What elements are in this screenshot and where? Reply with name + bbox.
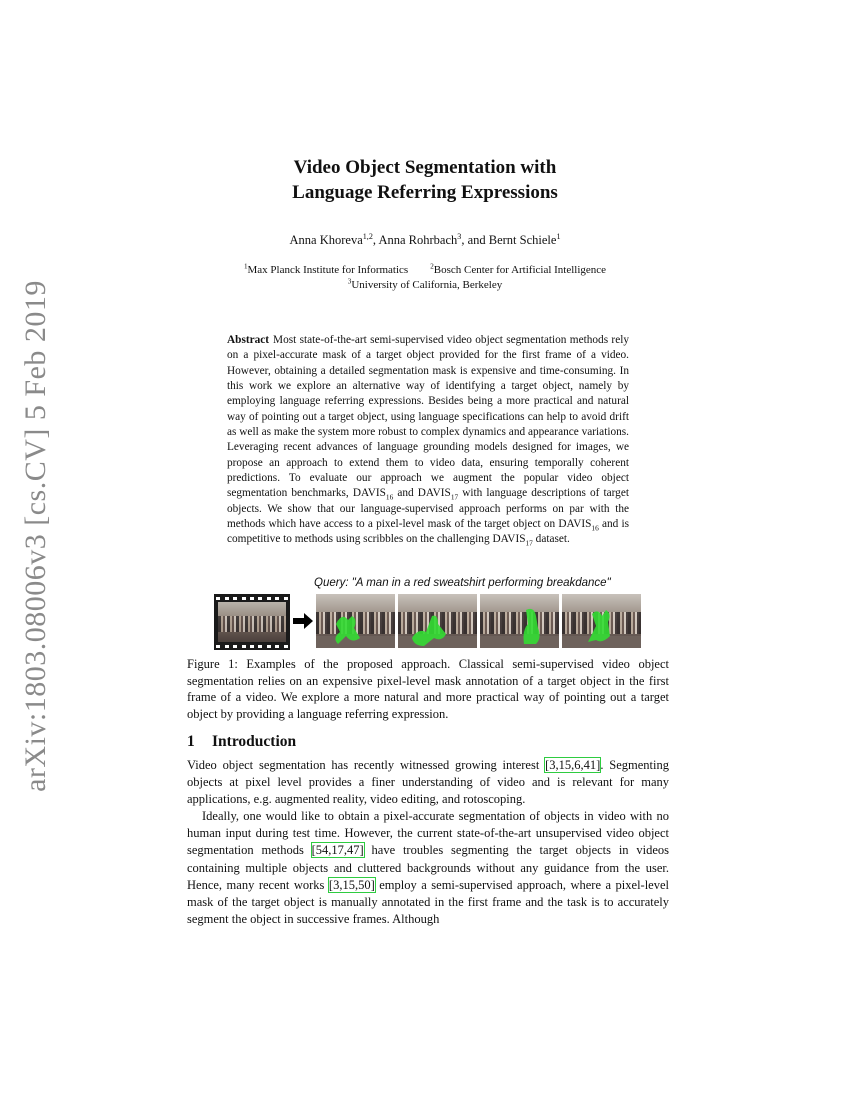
affil-mpi-marker: 1 <box>243 262 248 271</box>
citation-link[interactable]: [3,15,6,41] <box>545 758 601 772</box>
section-heading <box>187 733 296 751</box>
figure-caption: Figure 1: Examples of the proposed approach. Classical semi-supervised video object segmentation relies on an expensive pixel-level mask annotation of a target object in the first frame of a video. We explore a more natural and more practical way of pointing out a target object by providing a language referring expression. <box>187 657 669 721</box>
first-frame-thumbnail <box>218 602 286 642</box>
affil-bosch: Bosch Center for Artificial Intelligence <box>433 264 607 276</box>
davis-sub: 16 <box>385 492 394 502</box>
affil-mpi: Max Planck Institute for Informatics <box>247 264 409 276</box>
davis-sub: 17 <box>525 538 533 548</box>
affil-ucb-marker: 3 <box>347 277 352 286</box>
paper-title <box>0 155 850 205</box>
section-title: Introduction <box>212 733 297 750</box>
filmstrip-icon <box>214 594 290 650</box>
author-rohrbach: , Anna Rohrbach <box>372 233 458 247</box>
citation-link[interactable]: [54,17,47] <box>311 843 364 858</box>
author-rohrbach-affil: 3 <box>457 231 462 241</box>
paragraph-text: Ideally, one would like to obtain a pixel-accurate segmentation of objects in video with no human input during test time. However, the current state-of-the-art unsupervised video object segmentation methods <box>187 809 669 858</box>
davis-name: DAVIS <box>492 533 526 546</box>
citation-link[interactable]: [3,15,50] <box>328 877 375 892</box>
affil-ucb: University of California, Berkeley <box>351 279 503 291</box>
davis-sub: 16 <box>591 523 599 533</box>
affil-bosch-marker: 2 <box>430 262 434 271</box>
segmentation-result-frame <box>480 594 559 648</box>
abstract-label: Abstract <box>227 334 270 346</box>
author-list <box>0 233 850 248</box>
figure-query-text: Query: "A man in a red sweatshirt performing breakdance" <box>314 577 611 589</box>
abstract-text-3: and is competitive to methods using scribbles on the challenging <box>227 518 629 546</box>
davis-sub: 17 <box>450 492 459 502</box>
segmentation-result-frame <box>398 594 477 648</box>
paragraph-text: . Segmenting objects at pixel level provides a finer understanding of video and is relevant for many applications, e.g. augmented reality, video editing, and rotoscoping. <box>187 758 669 807</box>
title-line-1: Video Object Segmentation with <box>293 157 557 178</box>
author-schiele: , and Bernt Schiele <box>461 233 557 247</box>
section-number: 1 <box>187 733 195 750</box>
davis-name: DAVIS <box>352 487 386 500</box>
figure-1 <box>210 574 650 654</box>
author-khoreva: Anna Khoreva <box>289 233 363 247</box>
right-arrow-icon <box>292 612 314 630</box>
abstract-and: and <box>393 487 418 500</box>
affiliation-line-1 <box>0 263 850 278</box>
paragraph-text: Video object segmentation has recently witnessed growing interest <box>187 758 546 772</box>
abstract-text-1: Most state-of-the-art semi-supervised video object segmentation methods rely on a pixel-accurate mask of a target object provided for the first frame of a video. However, obtaining a detailed segmentation mask is expensive and time-consuming. In this work we explore an alternative way of identifying a target object, namely by employing language referring expressions. Besides being a more practical and natural way of pointing out a target object, using language specifications can help to avoid drift as well as make the system more robust to complex dynamics and appearance variations. Leveraging recent advances of language grounding models designed for images, we propose an approach to extend them to video data, ensuring temporally coherent predictions. To evaluate our approach we augment the popular video object segmentation benchmarks, <box>227 334 629 500</box>
affiliations <box>0 263 850 293</box>
paragraph <box>187 808 669 928</box>
abstract-text-2: with language descriptions of target objects. We show that our language-supervised approach performs on par with the methods which have access to a pixel-level mask of the target object on <box>227 487 629 531</box>
title-line-2: Language Referring Expressions <box>292 182 558 203</box>
arxiv-identifier-stamp: arXiv:1803.08006v3 [cs.CV] 5 Feb 2019 <box>19 280 52 792</box>
abstract-text-4: dataset. <box>532 533 570 546</box>
introduction-body <box>187 757 669 928</box>
author-schiele-affil: 1 <box>556 231 561 241</box>
abstract <box>227 333 629 548</box>
davis-name: DAVIS <box>417 487 451 500</box>
paragraph <box>187 757 669 808</box>
author-khoreva-affil: 1,2 <box>362 231 373 241</box>
paragraph-text: have troubles segmenting the target objects in videos containing multiple objects and cluttered backgrounds without any guidance from the user. Hence, many recent works <box>187 843 669 892</box>
affiliation-line-2 <box>0 278 850 293</box>
paragraph-text: employ a semi-supervised approach, where a pixel-level mask of the target object is manually annotated in the first frame and the task is to accurately segment the object in successive frames. Although <box>187 877 669 926</box>
segmentation-result-frame <box>316 594 395 648</box>
segmentation-result-frame <box>562 594 641 648</box>
davis-name: DAVIS <box>558 518 592 531</box>
